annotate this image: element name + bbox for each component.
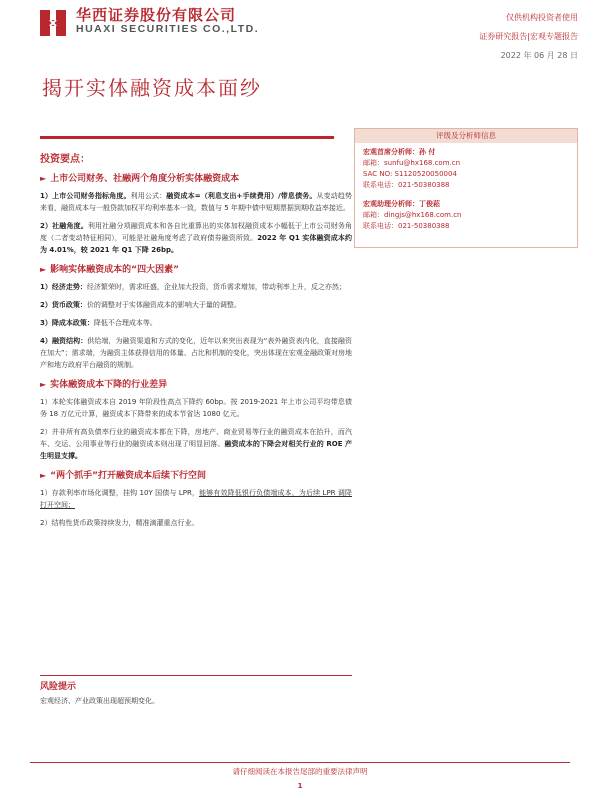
chief-phone: 联系电话：021-50380388 — [363, 181, 450, 189]
assistant-phone: 联系电话：021-50380388 — [363, 222, 450, 230]
arrow-icon: ► — [40, 380, 47, 389]
section-2-heading: ► 影响实体融资成本的“四大因素” — [40, 265, 179, 275]
main-heading: 投资要点： — [40, 154, 90, 165]
section-3-para-2: 2）并非所有高负债率行业的融资成本都在下降，房地产、商业贸易等行业的融资成本在抬升，而汽车、交运、公用事业等行业的融资成本则出现了明显回落。融资成本的下降会对相关行业的 ROE 产生明显支撑。 — [40, 428, 353, 460]
risk-divider — [40, 675, 352, 676]
legal-disclaimer: 请仔细阅读在本报告尾部的重要法律声明 — [232, 767, 368, 776]
footer-divider — [30, 762, 570, 763]
company-logo — [36, 6, 70, 40]
section-1-heading: ► 上市公司财务、社融两个角度分析实体融资成本 — [40, 174, 240, 184]
risk-text: 宏观经济、产业政策出现超预期变化。 — [40, 697, 159, 705]
arrow-icon: ► — [40, 471, 47, 480]
chief-email[interactable]: 邮箱：sunfu@hx168.com.cn — [363, 159, 461, 167]
section-1-para-1: 1）上市公司财务指标角度。利用公式：融资成本=（利息支出+手续费用）/带息债务。从变动趋势来看，融资成本与一般贷款加权平均利率基本一致，数值与 5 年期中债中短期票据到期收益率接近。 — [40, 192, 352, 212]
section-2-para-3: 3）降成本政策：降低不合理成本等。 — [40, 319, 157, 327]
section-2-para-4: 4）融资结构：供给端，为融资渠道和方式的变化，近年以来突出表现为“表外融资表内化，直接融资在加大”；需求端，为融资主体获得信用的体量、占比和机制的变化，突出体现在宏观金融政策对房地产和地方政府平台融资的规制。 — [40, 337, 352, 369]
assistant-analyst: 宏观助理分析师：丁俊菘 — [363, 200, 440, 208]
company-name-en: HUAXI SECURITIES CO.,LTD. — [76, 23, 260, 35]
analyst-panel-title: 评级及分析师信息 — [355, 129, 577, 143]
report-date: 2022 年 06 月 28 日 — [500, 51, 578, 60]
section-4-para-1: 1）存款利率市场化调整，挂钩 10Y 国债与 LPR，能够有效降低银行负债端成本，为后续 LPR 调降打开空间； — [40, 489, 353, 509]
section-3-para-1: 1）本轮实体融资成本自 2019 年阶段性高点下降约 60bp。按 2019-2021 年上市公司平均带息债务 18 万亿元计算，融资成本下降带来的成本节省达 1080 亿元。 — [40, 398, 352, 418]
company-name-cn: 华西证券股份有限公司 — [76, 6, 237, 24]
section-4-heading: ► “两个抓手”打开融资成本后续下行空间 — [40, 471, 206, 481]
section-2-para-2: 2）货币政策：价的调整对于实体融资成本的影响大于量的调整。 — [40, 301, 241, 309]
page-number: 1 — [297, 782, 303, 790]
chief-sac: SAC NO: S1120520050004 — [363, 170, 457, 178]
assistant-email[interactable]: 邮箱：dingjs@hx168.com.cn — [363, 211, 462, 219]
section-4-para-2: 2）结构性货币政策持续发力，精准滴灌重点行业。 — [40, 519, 199, 527]
section-1-para-2: 2）社融角度。利用社融分项融资成本和各自比重算出的实体加权融资成本小幅低于上市公司财务角度（二者变动特征相同），可能是社融角度考虑了政府债券融资所致。2022 年 Q1 实体融资成本约为 4.01%，较 2021 年 Q1 下降 26bp。 — [40, 222, 353, 254]
section-2-para-1: 1）经济走势：经济繁荣时，需求旺盛，企业加大投资，货币需求增加，带动利率上升，反之亦然； — [40, 283, 346, 291]
section-3-heading: ► 实体融资成本下降的行业差异 — [40, 380, 168, 390]
chief-analyst: 宏观首席分析师：孙 付 — [363, 148, 436, 156]
audience-label: 仅供机构投资者使用 — [506, 13, 578, 22]
investment-points — [40, 150, 352, 535]
analyst-panel — [354, 128, 578, 248]
report-title: 揭开实体融资成本面纱 — [42, 76, 262, 100]
arrow-icon: ► — [40, 265, 47, 274]
title-divider — [40, 136, 334, 139]
report-type: 证券研究报告|宏观专题报告 — [479, 32, 578, 41]
arrow-icon: ► — [40, 174, 47, 183]
risk-heading: 风险提示 — [40, 682, 77, 692]
